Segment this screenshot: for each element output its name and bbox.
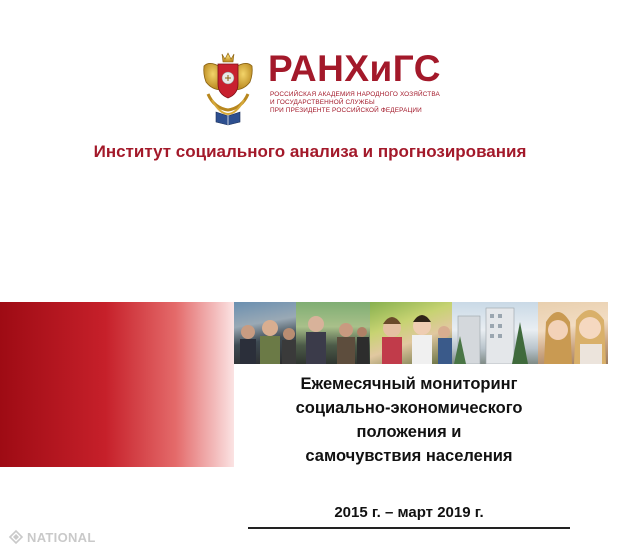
report-title-line: социально-экономического: [295, 399, 523, 417]
double-headed-eagle-emblem-icon: [200, 50, 256, 126]
smiling-women-photo: [538, 302, 608, 364]
brand-subtitle: [270, 91, 440, 115]
red-gradient-band: [0, 302, 234, 467]
crowd-photo: [234, 302, 296, 364]
national-logo-icon: [8, 529, 24, 545]
national-watermark: [8, 528, 96, 546]
brand-subtitle-line: И ГОСУДАРСТВЕННОЙ СЛУЖБЫ: [270, 99, 375, 106]
young-people-photo: [370, 302, 452, 364]
ranepa-logo: [200, 48, 441, 130]
report-title-line: положения и: [356, 423, 462, 441]
report-title: [248, 372, 570, 468]
institute-title: Институт социального анализа и прогнозирования: [93, 142, 527, 161]
brand-name: РАНХиГС: [268, 48, 441, 89]
city-buildings-photo: [452, 302, 538, 364]
photo-strip: [234, 302, 608, 364]
brand-subtitle-line: ПРИ ПРЕЗИДЕНТЕ РОССИЙСКОЙ ФЕДЕРАЦИИ: [270, 107, 422, 114]
watermark-text: NATIONAL: [27, 529, 96, 545]
brand-subtitle-line: РОССИЙСКАЯ АКАДЕМИЯ НАРОДНОГО ХОЗЯЙСТВА: [270, 91, 440, 98]
report-title-line: самочувствия населения: [305, 447, 513, 465]
report-title-line: Ежемесячный мониторинг: [300, 375, 518, 393]
street-people-photo: [296, 302, 370, 364]
period-divider: [248, 527, 570, 529]
report-period: 2015 г. – март 2019 г.: [334, 504, 484, 521]
